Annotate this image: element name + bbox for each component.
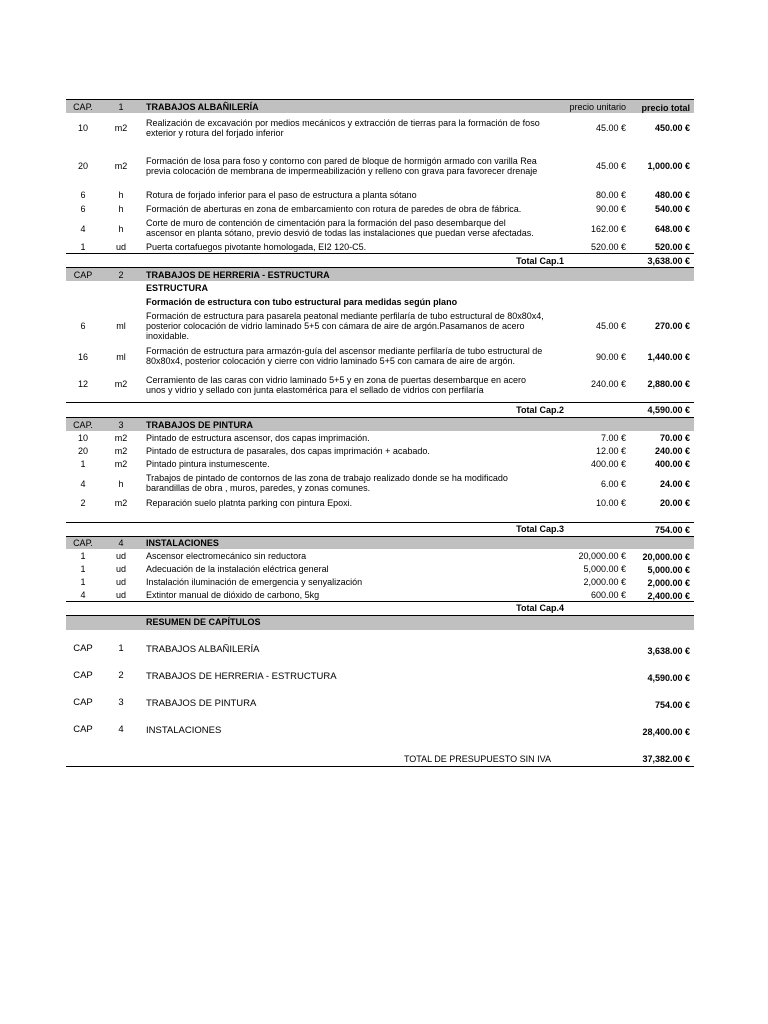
- summary-title: RESUMEN DE CAPÍTULOS: [146, 617, 261, 627]
- total-price: 240.00 €: [654, 446, 690, 456]
- unit: m2: [114, 379, 128, 389]
- chapter-3-total: [66, 523, 694, 536]
- chapter-4-header: [66, 536, 694, 549]
- unit-price-header: precio unitario: [569, 102, 626, 112]
- unit: ud: [115, 577, 126, 587]
- cap-label: CAP: [73, 643, 93, 654]
- budget-sheet: [66, 99, 694, 767]
- qty: 1: [80, 564, 86, 574]
- qty: 1: [80, 242, 86, 252]
- chapter-total: 754.00 €: [654, 700, 690, 710]
- chapter-3-header: [66, 417, 694, 431]
- cap-number: 2: [118, 670, 124, 681]
- chapter-2-total: [66, 403, 694, 417]
- qty: 10: [77, 123, 88, 133]
- unit: m2: [114, 433, 128, 443]
- unit: h: [118, 479, 124, 489]
- total-label: Total Cap.4: [516, 603, 564, 613]
- chapter-1-total: [66, 254, 694, 267]
- unit-price: 520.00 €: [590, 242, 626, 252]
- description: Formación de aberturas en zona de embarcamiento con rotura de paredes de obra de fábrica.: [146, 204, 522, 214]
- description: Realización de excavación por medios mecánicos y extracción de tierras para la formación de foso: [146, 118, 540, 128]
- unit: ml: [116, 321, 126, 331]
- cap-label: CAP.: [73, 420, 93, 430]
- total-price: 400.00 €: [654, 459, 690, 469]
- cap-number: 1: [118, 102, 124, 112]
- description: Instalación iluminación de emergencia y senyalización: [146, 577, 363, 587]
- chapter-1-header: [66, 99, 694, 113]
- unit-price: 12.00 €: [595, 446, 626, 456]
- summary-row: [66, 698, 694, 725]
- qty: 6: [80, 190, 86, 200]
- table-row: [66, 215, 694, 240]
- qty: 12: [77, 379, 88, 389]
- unit-price: 6.00 €: [600, 479, 626, 489]
- description: ascensor en planta sótano, previo desvió de todas las instalaciones que puedan verse afectadas.: [146, 228, 534, 238]
- summary-row: [66, 725, 694, 752]
- unit: ud: [115, 551, 126, 561]
- grand-total-value: 37,382.00 €: [642, 754, 690, 764]
- unit-price: 90.00 €: [595, 352, 626, 362]
- table-row: [66, 444, 694, 457]
- unit-price: 45.00 €: [595, 161, 626, 171]
- description: Puerta cortafuegos pivotante homologada, EI2 120-C5.: [146, 242, 367, 252]
- unit-price: 80.00 €: [595, 190, 626, 200]
- description: Extintor manual de dióxido de carbono, 5kg: [146, 590, 320, 600]
- table-row: [66, 372, 694, 403]
- qty: 16: [77, 352, 88, 362]
- qty: 4: [80, 479, 86, 489]
- cap-number: 4: [118, 724, 124, 735]
- total-price: 520.00 €: [654, 242, 690, 252]
- unit-price: 2,000.00 €: [583, 577, 626, 587]
- subheading: [66, 294, 694, 309]
- chapter-title: INSTALACIONES: [146, 538, 219, 548]
- chapter-title: TRABAJOS DE PINTURA: [146, 698, 257, 709]
- table-row: [66, 202, 694, 215]
- description: Formación de losa para foso y contorno con pared de bloque de hormigón armado con varilla Rea: [146, 156, 537, 166]
- total-price: 540.00 €: [654, 204, 690, 214]
- qty: 1: [80, 459, 86, 469]
- qty: 4: [80, 224, 86, 234]
- chapter-title: TRABAJOS DE PINTURA: [146, 420, 254, 430]
- table-row: [66, 188, 694, 202]
- unit-price: 90.00 €: [595, 204, 626, 214]
- table-row: [66, 588, 694, 602]
- description: Formación de estructura para armazón-guía del ascensor mediante perfilaría de tubo estructural de: [146, 346, 543, 356]
- table-row: [66, 457, 694, 470]
- chapter-title: TRABAJOS DE HERRERIA - ESTRUCTURA: [146, 270, 330, 280]
- unit: m2: [114, 459, 128, 469]
- table-row: [66, 549, 694, 562]
- chapter-2-header: [66, 267, 694, 281]
- table-row: [66, 342, 694, 372]
- unit-price: 45.00 €: [595, 123, 626, 133]
- unit-price: 45.00 €: [595, 321, 626, 331]
- qty: 6: [80, 321, 86, 331]
- qty: 10: [77, 433, 88, 443]
- total-label: Total Cap.3: [516, 524, 564, 534]
- total-price: 24.00 €: [659, 479, 690, 489]
- total-value: 4,590.00 €: [647, 405, 690, 415]
- description: barandillas de obra , muros, paredes, y zonas comunes.: [146, 483, 371, 493]
- qty: 20: [77, 446, 88, 456]
- unit: m2: [114, 123, 128, 133]
- summary-header: [66, 615, 694, 630]
- unit-price: 162.00 €: [590, 224, 626, 234]
- grand-total-row: [66, 752, 694, 767]
- total-price: 2,000.00 €: [647, 578, 690, 588]
- description: previa colocación de membrana de impermeabilización y relleno con grava para favorecer drenaje: [146, 166, 538, 176]
- unit-price: 7.00 €: [600, 433, 626, 443]
- table-row: [66, 562, 694, 575]
- total-label: Total Cap.1: [516, 256, 564, 266]
- description: unos y vidrio y sellado con junta elastomérica para el sellado de vidrios con perfilaría: [146, 385, 484, 395]
- subheading-structure: ESTRUCTURA: [146, 283, 208, 293]
- cap-label: CAP.: [73, 538, 93, 548]
- total-price: 2,880.00 €: [647, 379, 690, 389]
- table-row: [66, 496, 694, 523]
- cap-number: 3: [118, 697, 124, 708]
- total-price: 1,000.00 €: [647, 161, 690, 171]
- cap-label: CAP: [73, 697, 93, 708]
- total-price: 5,000.00 €: [647, 565, 690, 575]
- description: Trabajos de pintado de contornos de las zona de trabajo realizado donde se ha modificado: [146, 473, 508, 483]
- cap-number: 2: [118, 270, 124, 280]
- cap-label: CAP: [73, 270, 93, 280]
- description: Cerramiento de las caras con vidrio laminado 5+5 y en zona de puertas desembarque en acero: [146, 375, 526, 385]
- description: inoxidable.: [146, 331, 190, 341]
- chapter-title: TRABAJOS ALBAÑILERÍA: [146, 644, 260, 655]
- unit: ml: [116, 352, 126, 362]
- unit-price: 240.00 €: [590, 379, 626, 389]
- qty: 6: [80, 204, 86, 214]
- table-row: [66, 240, 694, 254]
- unit: h: [118, 224, 124, 234]
- unit: m2: [114, 161, 128, 171]
- subheading-description: Formación de estructura con tubo estructural para medidas según plano: [146, 297, 458, 307]
- unit: h: [118, 204, 124, 214]
- unit: h: [118, 190, 124, 200]
- qty: 1: [80, 577, 86, 587]
- unit: ud: [115, 590, 126, 600]
- cap-label: CAP: [73, 724, 93, 735]
- unit: m2: [114, 498, 128, 508]
- cap-number: 1: [118, 643, 124, 654]
- chapter-total: 28,400.00 €: [642, 727, 690, 737]
- unit-price: 10.00 €: [595, 498, 626, 508]
- table-row: [66, 575, 694, 588]
- description: 80x80x4, posterior colocación y cierre con vidrio laminado 5+5 con camara de aire de argón.: [146, 356, 515, 366]
- description: Pintado de estructura ascensor, dos capas imprimación.: [146, 433, 370, 443]
- total-price: 20.00 €: [659, 498, 690, 508]
- qty: 4: [80, 590, 86, 600]
- unit-price: 5,000.00 €: [583, 564, 626, 574]
- table-row: [66, 149, 694, 188]
- chapter-title: INSTALACIONES: [146, 725, 222, 736]
- description: Ascensor electromecánico sin reductora: [146, 551, 307, 561]
- cap-number: 4: [118, 538, 124, 548]
- description: Pintado de estructura de pasarales, dos capas imprimación + acabado.: [146, 446, 430, 456]
- table-row: [66, 431, 694, 444]
- table-row: [66, 309, 694, 342]
- total-price: 20,000.00 €: [642, 552, 690, 562]
- summary-row: [66, 671, 694, 698]
- total-label: Total Cap.2: [516, 405, 564, 415]
- description: Rotura de forjado inferior para el paso de estructura a planta sótano: [146, 190, 417, 200]
- qty: 20: [77, 161, 88, 171]
- chapter-4-total: [66, 602, 694, 615]
- unit: ud: [115, 564, 126, 574]
- qty: 1: [80, 551, 86, 561]
- total-price: 1,440.00 €: [647, 352, 690, 362]
- grand-total-label: TOTAL DE PRESUPUESTO SIN IVA: [403, 754, 551, 764]
- total-price: 2,400.00 €: [647, 591, 690, 601]
- qty: 2: [80, 498, 86, 508]
- description: posterior colocación de vidrio laminado 5+5 con cámara de aire de argón.Pasamanos de acero: [146, 321, 525, 331]
- description: exterior y rotura del forjado inferior: [146, 128, 284, 138]
- description: Formación de estructura para pasarela peatonal mediante perfilaría de tubo estructural de 80x80x4,: [146, 311, 544, 321]
- total-price: 480.00 €: [654, 190, 690, 200]
- table-row: [66, 470, 694, 496]
- total-value: 3,638.00 €: [647, 256, 690, 266]
- total-price: 270.00 €: [654, 321, 690, 331]
- unit: m2: [114, 446, 128, 456]
- description: Reparación suelo platnta parking con pintura Epoxi.: [146, 498, 353, 508]
- summary-row: [66, 644, 694, 671]
- description: Pintado pintura instumescente.: [146, 459, 270, 469]
- chapter-total: 4,590.00 €: [647, 673, 690, 683]
- subheading: [66, 281, 694, 294]
- total-value: 754.00 €: [654, 525, 690, 535]
- total-price: 648.00 €: [654, 224, 690, 234]
- unit-price: 400.00 €: [590, 459, 626, 469]
- total-price-header: precio total: [641, 103, 690, 113]
- chapter-title: TRABAJOS ALBAÑILERÍA: [146, 102, 259, 112]
- chapter-title: TRABAJOS DE HERRERIA - ESTRUCTURA: [146, 671, 337, 682]
- description: Adecuación de la instalación eléctrica general: [146, 564, 329, 574]
- chapter-total: 3,638.00 €: [647, 646, 690, 656]
- unit: ud: [115, 242, 126, 252]
- unit-price: 600.00 €: [590, 590, 626, 600]
- total-price: 450.00 €: [654, 123, 690, 133]
- table-row: [66, 113, 694, 149]
- description: Corte de muro de contención de cimentación para la formación del paso desembarque del: [146, 218, 506, 228]
- cap-number: 3: [118, 420, 124, 430]
- cap-label: CAP: [73, 670, 93, 681]
- cap-label: CAP.: [73, 102, 93, 112]
- total-price: 70.00 €: [659, 433, 690, 443]
- unit-price: 20,000.00 €: [578, 551, 626, 561]
